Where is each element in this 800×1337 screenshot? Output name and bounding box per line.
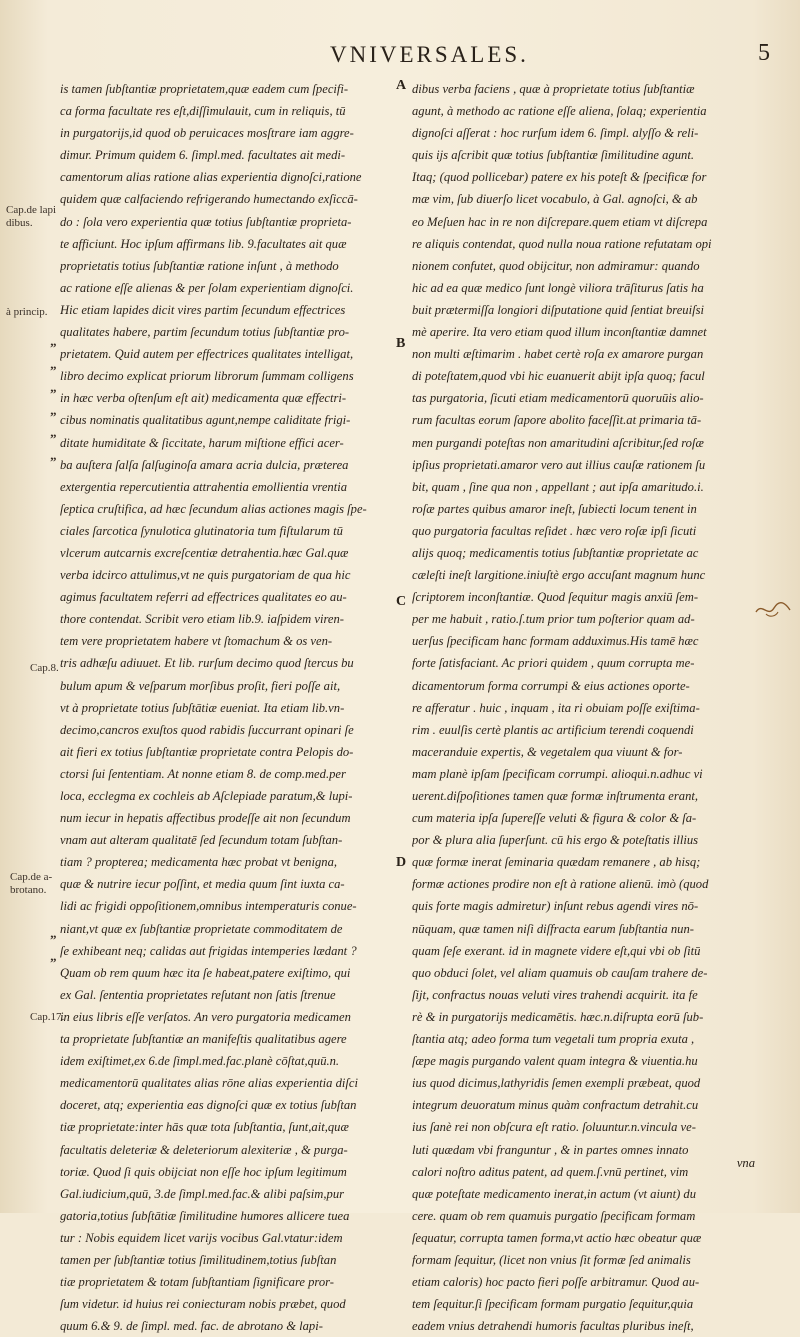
margin-note-text: Cap.de a- brotano. bbox=[10, 871, 53, 896]
right-line: cum materia ipſa ſupereſſe veluti & figura & color & ſa- bbox=[412, 811, 697, 826]
right-line: agunt, à methodo ac ratione eſſe aliena, ſolaq; experientia bbox=[412, 104, 707, 119]
right-line: forte ſatisfaciant. Ac priori quidem , quum corrupta me- bbox=[412, 656, 695, 671]
right-line: cere. quam ob rem quamuis purgatio ſpecificam formam bbox=[412, 1208, 696, 1223]
left-line: tiam ? propterea; medicamenta hæc probat vt benigna, bbox=[60, 855, 338, 870]
left-line: idem exiſtimet,ex 6.de ſimpl.med.fac.planè cōſtat,quū.n. bbox=[60, 1054, 340, 1069]
margin-note-text: à princip. bbox=[6, 306, 48, 318]
left-line: qualitates habere, partim ſecundum totius ſubſtantiæ pro- bbox=[60, 325, 350, 340]
left-line: ac ratione eſſe alienas & per ſolam experientiam dignoſci. bbox=[60, 280, 354, 295]
left-line: gatoria,totius ſubſtātiæ ſimilitudine humores allicere tuea bbox=[60, 1208, 350, 1223]
right-line: ſequatur, corrupta tamen forma,vt actio hæc obeatur quæ bbox=[412, 1230, 702, 1245]
section-letter-c: C bbox=[396, 594, 407, 609]
left-line: in purgatorijs,id quod ob peruicaces mosſtrare iam aggre- bbox=[60, 126, 354, 141]
quotation-mark: ” bbox=[50, 386, 57, 401]
left-line: vt à proprietate totius ſubſtātiæ eueniat. Ita etiam lib.vn- bbox=[60, 700, 345, 715]
quotation-mark: ” bbox=[50, 431, 57, 446]
right-line: roſæ partes quibus amaror ineſt, ſubiecti locum tenent in bbox=[412, 501, 697, 516]
left-line: ctorsi ſui ſententiam. At nonne etiam 8. de comp.med.per bbox=[60, 766, 346, 781]
left-line: niant,vt quæ ex ſubſtantiæ proprietate commoditatem de bbox=[60, 921, 343, 936]
right-line: ſcriptorem inconſtantiæ. Quod ſequitur magis anxiū ſem- bbox=[412, 590, 699, 605]
left-line: camentorum alias ratione alias experientia dignoſci,ratione bbox=[60, 170, 362, 185]
quotation-mark: ” bbox=[50, 363, 57, 378]
right-line: nūquam, quæ tamen niſi diſfracta earum ſubſtantia nun- bbox=[412, 921, 694, 936]
left-line: ba auſtera ſalſa ſalſuginoſa amara acria dulcia, præterea bbox=[60, 457, 349, 472]
right-line: non multi æſtimarim . habet certè roſa ex amarore purgan bbox=[412, 347, 704, 362]
right-line: alijs quoq; medicamentis totius ſubſtantiæ proprietate ac bbox=[412, 545, 699, 560]
right-line: quis forte magis admiretur) inſunt rebus agendi vires nō- bbox=[412, 899, 699, 914]
right-line: ius ſanè rei non obſcura eſt ratio. ſoluuntur.n.vincula ve- bbox=[412, 1120, 696, 1135]
right-line: men purgandi poteſtas non amaritudini aſcribitur,ſed roſæ bbox=[412, 435, 704, 450]
right-line: quis ijs aſcribit quæ totius ſubſtantiæ ſimilitudine agunt. bbox=[412, 148, 694, 163]
margin-note-cap-8 bbox=[30, 662, 59, 675]
left-line: thore contendat. Scribit vero etiam lib.9. iaſpidem viren- bbox=[60, 612, 344, 627]
left-line: num iecur in hepatis affectibus prodeſſe ait non ſecundum bbox=[60, 811, 351, 826]
margin-note-a-princip bbox=[6, 306, 48, 319]
margin-note-text: Cap.8. bbox=[30, 662, 59, 674]
right-column bbox=[412, 78, 762, 1337]
left-line: ta proprietate ſubſtantiæ an manifeſtis qualitatibus agere bbox=[60, 1032, 347, 1047]
right-line: formam ſequitur, (licet non vnius ſit formæ ſed animalis bbox=[412, 1252, 691, 1267]
right-line: tem ſequitur.ſi ſpecificam formam purgatio ſequitur,quia bbox=[412, 1297, 694, 1312]
right-line: Itaq; (quod pollicebar) patere ex his poteſt & ſpecificæ for bbox=[412, 170, 707, 185]
right-line: buit prætermiſſa longiori diſputatione quid ſentiat breuiſsi bbox=[412, 302, 704, 317]
right-line: dibus verba faciens , quæ à proprietate totius ſubſtantiæ bbox=[412, 82, 695, 96]
left-line: medicamentorū qualitates alias rōne alias experientia diſci bbox=[60, 1076, 359, 1091]
right-line: hic ad ea quæ medico ſunt longè viliora trāſiturus ſatis ha bbox=[412, 280, 704, 295]
left-line: agimus facultatem referri ad effectrices qualitates eo au- bbox=[60, 590, 347, 605]
left-line: tamen per ſubſtantiæ totius ſimilitudinem,totius ſubſtan bbox=[60, 1252, 337, 1267]
right-line: quæ poteſtate medicamento inerat,in actum (vt aiunt) du bbox=[412, 1186, 697, 1201]
left-line: ciales ſarcotica ſynulotica glutinatoria tum fiſtularum tū bbox=[60, 523, 343, 538]
left-line: in hæc verba oſtenſum eſt ait) medicamenta quæ effectri- bbox=[60, 391, 347, 406]
left-line: cibus nominatis qualitatibus agunt,nempe caliditate frigi- bbox=[60, 413, 351, 428]
right-line: dicamentorum forma corrumpi & eius actiones oporte- bbox=[412, 678, 690, 693]
right-line: etiam caloris) hoc pacto fieri poſſe arbitramur. Quod au- bbox=[412, 1275, 700, 1290]
right-line: rè & in purgatorijs medicamētis. hæc.n.diſrupta eorū ſub- bbox=[412, 1009, 704, 1024]
left-line: Hic etiam lapides dicit vires partim ſecundum effectrices bbox=[60, 302, 346, 317]
right-line: re aliquis contendat, quod nulla noua ratione refutatam opi bbox=[412, 236, 712, 251]
left-line: proprietatis totius ſubſtantiæ ratione inſunt , à methodo bbox=[60, 258, 339, 273]
right-line: ſtantia atq; adeo forma tum vegetali tum propria exuta , bbox=[412, 1032, 695, 1047]
right-line: uerent.diſpoſitiones tamen quæ formæ inſtrumenta erant, bbox=[412, 789, 699, 803]
right-line: eo Meſuen hac in re non diſcrepare.quem etiam vt diſcrepa bbox=[412, 214, 708, 229]
right-line: mam planè ipſam ſpecificam corrumpi. alioqui.n.adhuc vi bbox=[412, 766, 703, 781]
right-line: ſijt, confractus nouas veluti vires trahendi acquirit. ita fe bbox=[412, 987, 698, 1002]
quotation-mark: ” bbox=[50, 340, 57, 355]
left-line: is tamen ſubſtantiæ proprietatem,quæ eadem cum ſpecifi- bbox=[60, 82, 349, 96]
left-line: ſe exhibeant neq; calidas aut frigidas intemperies lædant ? bbox=[60, 943, 357, 958]
right-line: rum facultas eorum ſapore abolito faceſſit.at primaria tā- bbox=[412, 413, 702, 428]
left-line: libro decimo explicat priorum librorum ſummam colligens bbox=[60, 369, 354, 384]
left-line: tem vere proprietatem habere vt ſtomachum & os ven- bbox=[60, 634, 333, 649]
right-line: maceranduie expertis, & vegetalem qua viuunt & for- bbox=[412, 744, 683, 759]
quotation-mark: ” bbox=[50, 454, 57, 469]
right-line: nionem confutet, quod obijcitur, non admiramur: quando bbox=[412, 258, 700, 273]
left-line: dimur. Primum quidem 6. ſimpl.med. facultates ait medi- bbox=[60, 148, 346, 163]
right-line: di poteſtatem,quod vbi hic euanuerit abijt ipſa quoq; facul bbox=[412, 369, 705, 384]
left-line: do : ſola vero experientia quæ totius ſubſtantiæ proprieta- bbox=[60, 214, 352, 229]
left-line: decimo,cancros exuſtos quod rabidis ſuccurrant opinari ſe bbox=[60, 722, 354, 737]
margin-note-cap-17 bbox=[30, 1011, 64, 1024]
right-line: ius quod dicimus,lathyridis ſemen exempli præbeat, quod bbox=[412, 1076, 701, 1091]
left-line: ſum videtur. id huius rei coniecturam nobis præbet, quod bbox=[60, 1297, 346, 1312]
right-line: uerſus ſpecificam hanc formam adduximus.His tamē hæc bbox=[412, 634, 699, 649]
left-line: tur : Nobis equidem licet varijs vocibus Gal.vtatur:idem bbox=[60, 1230, 343, 1245]
left-line: lidi ac frigidi oppoſitionem,omnibus intemperaturis conue- bbox=[60, 899, 357, 914]
left-column bbox=[60, 78, 395, 1337]
right-line: dignoſci aſſerat : hoc rurſum idem 6. ſimpl. alyſſo & reli- bbox=[412, 126, 699, 141]
left-line: ſeptica cruſtifica, ad hæc ſecundum alias actiones magis ſpe- bbox=[60, 501, 367, 516]
right-line: rim . euulſis certè plantis ac artificium terendi coquendi bbox=[412, 722, 694, 737]
left-line: doceret, atq; experientia eas dignoſci quæ ex totius ſubſtan bbox=[60, 1098, 357, 1113]
right-line: mè aperire. Ita vero etiam quod illum inconſtantiæ damnet bbox=[412, 325, 707, 340]
left-line: verba idcirco attulimus,vt ne quis purgatoriam de qua hic bbox=[60, 568, 351, 583]
right-line: formæ actiones prodire non eſt à ratione alienū. imò (quod bbox=[412, 877, 709, 892]
left-line: Quam ob rem quum hæc ita ſe habeat,patere exiſtimo, qui bbox=[60, 965, 351, 980]
left-line: bulum apum & veſparum morſibus proſit, fieri poſſe ait, bbox=[60, 678, 341, 693]
left-line: quum 6.& 9. de ſimpl. med. fac. de abrotano & lapi- bbox=[60, 1319, 323, 1334]
section-letter-d: D bbox=[396, 855, 407, 870]
left-line: in eius libris eſſe verſatos. An vero purgatoria medicamen bbox=[60, 1009, 351, 1024]
page-number: 5 bbox=[758, 40, 770, 66]
margin-note-cap-de-lapidibus bbox=[6, 204, 56, 230]
left-line: ait fieri ex totius ſubſtantiæ proprietate contra Pelopis do- bbox=[60, 744, 354, 759]
right-line: bit, quam , ſine qua non , appellant ; aut ipſa amaritudo.i. bbox=[412, 479, 704, 494]
quotation-mark: ” bbox=[50, 955, 57, 970]
left-line: tiæ proprietate:inter hās quæ tota ſubſtantia, ſunt,ait,quæ bbox=[60, 1120, 349, 1135]
right-line: integrum deuoratum minus quàm confractum detrahit.cu bbox=[412, 1098, 699, 1113]
left-line: te afficiunt. Hoc ipſum affirmans lib. 9.facultates ait quæ bbox=[60, 236, 347, 251]
right-line: ipſius proprietati.amaror vero aut illius cauſæ rationem ſu bbox=[412, 457, 706, 472]
right-line: quam ſeſe exerant. id in magnete videre eſt,qui vbi ob ſitū bbox=[412, 943, 701, 958]
left-line: quæ & nutrire iecur poſſint, et media quum ſint iuxta ca- bbox=[60, 877, 345, 892]
right-line: tas purgatoria, ſicuti etiam medicamentorū quoruūis alio- bbox=[412, 391, 704, 406]
right-line: calori noſtro aditus patent, ad quem.ſ.vnū pertinet, vim bbox=[412, 1164, 689, 1179]
ink-flourish-icon bbox=[752, 598, 794, 622]
right-line: ſæpe magis purgando valent quam integra & viuentia.hu bbox=[412, 1054, 698, 1069]
right-line: quæ formæ inerat ſeminaria quædam remanere , ab hisq; bbox=[412, 855, 701, 870]
left-line: ex Gal. ſententia proprietates reſutant non ſatis ſtrenue bbox=[60, 987, 336, 1002]
left-line: vnam aut alteram qualitatē ſed ſecundum totam ſubſtan- bbox=[60, 833, 343, 848]
right-line: por & plura alia ſuperſunt. cū his ergo & poteſtatis illius bbox=[412, 833, 699, 848]
left-line: vlcerum autcarnis excreſcentiæ detrahentia.hæc Gal.quæ bbox=[60, 545, 349, 560]
section-letter-a: A bbox=[396, 78, 407, 93]
right-line: cæleſti ineſt largitione.iniuſtè ergo accuſant magnum hunc bbox=[412, 568, 706, 583]
left-line: facultatis deleteriæ & deleteriorum alexiteriæ , & purga- bbox=[60, 1142, 348, 1157]
margin-note-cap-de-abrotano bbox=[10, 871, 52, 897]
margin-note-text: Cap.17. bbox=[30, 1011, 65, 1023]
right-line: quo obduci ſolet, vel aliam quamuis ob cauſam trahere de- bbox=[412, 965, 708, 980]
left-line: tiæ proprietatem & totam ſubſtantiam ſignificare pror- bbox=[60, 1275, 335, 1290]
right-line: quo purgatoria facultas reſidet . hæc vero roſæ ipſi ſicuti bbox=[412, 523, 697, 538]
right-line: mæ vim, ſub diuerſo licet vocabulo, à Gal. agnoſci, & ab bbox=[412, 192, 698, 207]
left-line: ca forma facultate res eſt,diſſimulauit, cum in reliquis, tū bbox=[60, 104, 346, 119]
right-line: per me habuit , ratio.ſ.tum prior tum poſterior quam ad- bbox=[412, 612, 695, 627]
left-line: loca, ecclegma ex cochleis ab Aſclepiade paratum,& lupi- bbox=[60, 789, 353, 803]
right-line: re afferatur . huic , inquam , ita ri obuiam poſſe exiſtima- bbox=[412, 700, 700, 715]
page-header bbox=[0, 42, 800, 72]
catchword: vna bbox=[736, 1156, 755, 1170]
right-line: eadem vnius detrahendi humoris facultas pluribus ineſt, bbox=[412, 1319, 694, 1334]
left-line: extergentia repercutientia attrahentia emollientia vrentia bbox=[60, 479, 348, 494]
running-head: VNIVERSALES. bbox=[330, 42, 529, 67]
left-line: ditate humiditate & ſiccitate, harum miſtione effici acer- bbox=[60, 435, 344, 450]
section-letter-b: B bbox=[396, 336, 406, 351]
quotation-mark: ” bbox=[50, 409, 57, 424]
left-line: tris adhæſu adiuuet. Et lib. rurſum decimo quod ſtercus bu bbox=[60, 656, 354, 671]
left-line: prietatem. Quid autem per effectrices qualitates intelligat, bbox=[60, 347, 354, 362]
left-line: Gal.iudicium,quū, 3.de ſimpl.med.fac.& alibi paſsim,pur bbox=[60, 1186, 345, 1201]
quotation-mark: ” bbox=[50, 932, 57, 947]
right-line: luti quædam vbi franguntur , & in partes omnes innato bbox=[412, 1142, 689, 1157]
left-line: toriæ. Quod ſi quis obijciat non eſſe hoc ipſum legitimum bbox=[60, 1164, 347, 1179]
margin-note-text: Cap.de lapi dibus. bbox=[6, 204, 57, 229]
left-line: quidem quæ calfaciendo refrigerando humectando exſiccā- bbox=[60, 192, 358, 207]
